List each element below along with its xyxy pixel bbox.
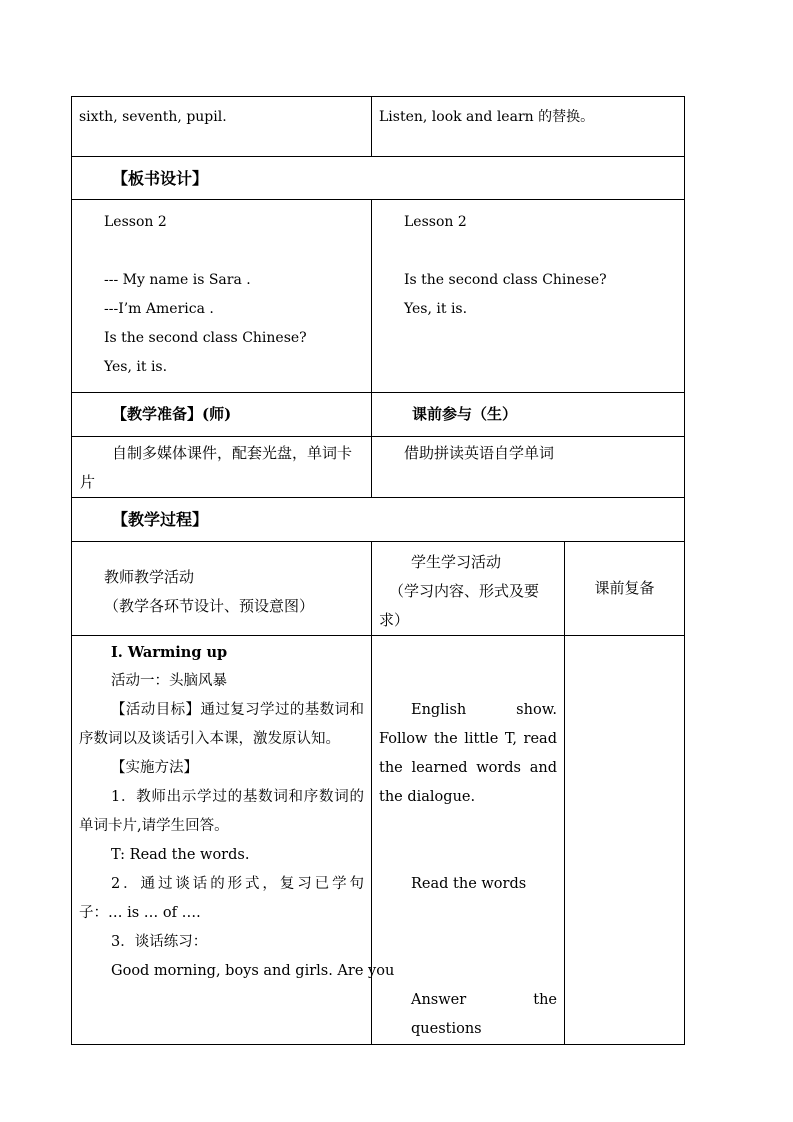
board-left-line: Lesson 2 — [104, 214, 167, 230]
lesson-plan-table — [71, 96, 685, 1045]
board-row — [72, 200, 685, 393]
student-gap — [379, 841, 557, 870]
prep-heading-tail: (师) — [202, 405, 232, 423]
board-left-gap — [104, 237, 364, 266]
student-header-line2: （学习内容、形式及要求） — [379, 582, 540, 629]
section-title: I. Warming up — [111, 644, 228, 661]
board-heading-row — [72, 157, 685, 200]
activity-body-row — [72, 636, 685, 1045]
student-gap — [379, 812, 557, 841]
vocab-cell — [72, 97, 372, 157]
teacher-header-line1: 教师教学活动 — [104, 567, 195, 586]
prep-left-cell — [72, 437, 372, 498]
content-row — [72, 97, 685, 157]
board-right-line: Yes, it is. — [404, 301, 468, 317]
student-gap — [379, 667, 557, 696]
student-header-line1: 学生学习活动 — [411, 553, 502, 571]
teacher-header-line2: （教学各环节设计、预设意图） — [104, 596, 315, 615]
board-right-cell — [372, 200, 685, 393]
review-body-cell — [565, 636, 685, 1045]
prep-teacher-text: 自制多媒体课件，配套光盘，单词卡片 — [80, 444, 353, 491]
student-gap — [379, 957, 557, 986]
board-heading: 【板书设计】 — [112, 168, 209, 188]
prep-student-text: 借助拼读英语自学单词 — [404, 444, 555, 462]
board-right-line: Is the second class Chinese? — [404, 272, 607, 288]
answer-text: Answer the questions — [411, 992, 557, 1037]
teacher-activity-header — [72, 542, 372, 636]
read-words-text: Read the words — [411, 876, 527, 892]
teacher-body-cell — [72, 636, 395, 1045]
board-right-line: Lesson 2 — [404, 214, 467, 230]
step-two: 2．通过谈话的形式，复习已学句子：… is … of …. — [79, 876, 364, 921]
review-header — [565, 542, 685, 636]
board-right-gap — [404, 237, 677, 266]
prep-heading-row — [72, 393, 685, 437]
step-three: 3．谈话练习： — [111, 934, 208, 950]
activity-header-row — [72, 542, 685, 636]
prep-right-cell — [372, 437, 685, 498]
board-left-line: ---I’m America . — [104, 301, 214, 317]
student-body-cell — [372, 636, 565, 1045]
prep-heading-bold: 【教学准备】 — [112, 405, 203, 423]
student-gap — [379, 638, 557, 667]
activity-goal: 【活动目标】通过复习学过的基数词和序数词以及谈话引入本课，激发原认知。 — [79, 702, 364, 747]
student-activity-header — [372, 542, 565, 636]
activity-one: 活动一：头脑风暴 — [111, 673, 227, 689]
method-label: 【实施方法】 — [111, 760, 198, 776]
vocab-text: sixth, seventh, pupil. — [79, 109, 227, 125]
board-left-line: Is the second class Chinese? — [104, 330, 307, 346]
review-header-text: 课前复备 — [594, 579, 655, 597]
prep-heading-student: 课前参与（生） — [412, 405, 518, 423]
student-gap — [379, 899, 557, 928]
board-left-line: --- My name is Sara . — [104, 272, 251, 288]
student-gap — [379, 928, 557, 957]
teacher-read: T: Read the words. — [111, 847, 250, 863]
practice-cell — [372, 97, 685, 157]
english-show-text: English show. Follow the little T, read the learned words and the dialogue. — [379, 702, 557, 805]
process-heading: 【教学过程】 — [112, 510, 209, 529]
step-one: 1．教师出示学过的基数词和序数词的单词卡片,请学生回答。 — [79, 789, 364, 834]
prep-heading-left — [72, 393, 372, 437]
practice-text: Listen, look and learn 的替换。 — [379, 109, 595, 125]
prep-row — [72, 437, 685, 498]
prep-heading-right — [372, 393, 685, 437]
board-left-cell — [72, 200, 372, 393]
process-heading-row — [72, 498, 685, 542]
greeting-text: Good morning, boys and girls. Are you — [111, 963, 395, 979]
board-left-line: Yes, it is. — [104, 359, 168, 375]
